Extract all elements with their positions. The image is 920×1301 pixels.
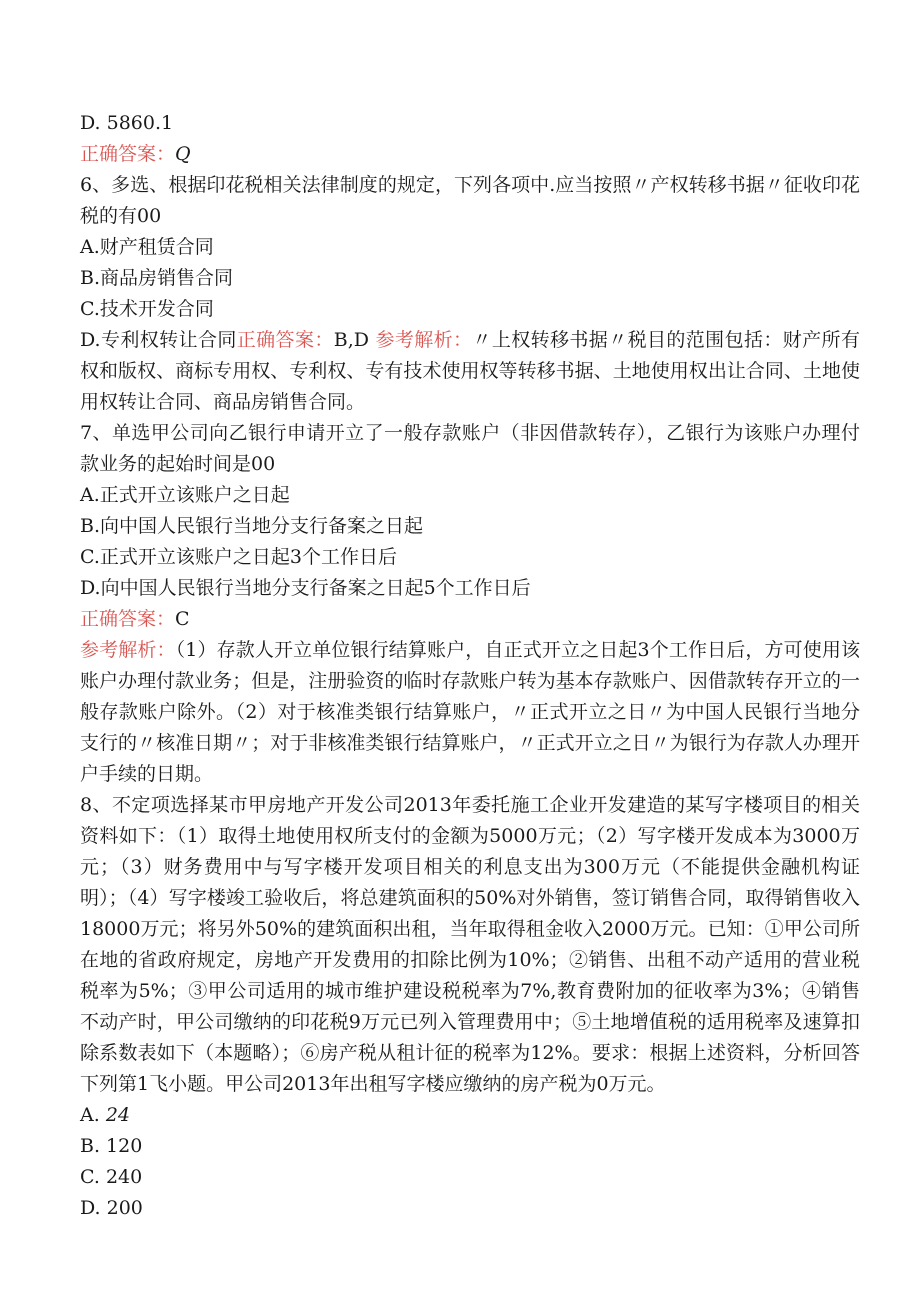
- q6-answer-value: B,D: [333, 329, 369, 351]
- q8-option-a: [80, 1100, 860, 1131]
- q8-option-a-prefix: A.: [80, 1104, 106, 1126]
- q5-answer: [80, 139, 860, 170]
- q8-option-b: B. 120: [80, 1135, 143, 1157]
- q5-answer-value: Q: [175, 143, 191, 165]
- q7-answer-label: 正确答案：: [80, 608, 176, 630]
- q6-option-d: D.专利权转让合同: [80, 329, 237, 351]
- q7-analysis: [80, 635, 860, 790]
- q6-option-d-with-analysis: [80, 325, 860, 418]
- q6-analysis-text: 〃上权转移书据〃税目的范围包括：财产所有权和版权、商标专用权、专利权、专有技术使用权等转移书据、土地使用权出让合同、土地使用权转让合同、商品房销售合同。: [80, 329, 860, 413]
- q6-analysis-label: 参考解析：: [375, 329, 473, 351]
- document-page: [80, 108, 860, 1224]
- q6-option-b: B.商品房销售合同: [80, 267, 234, 289]
- q7-option-c: C.正式开立该账户之日起3个工作日后: [80, 546, 397, 568]
- q7-option-a: A.正式开立该账户之日起: [80, 484, 290, 506]
- q7-analysis-label: 参考解析：: [80, 639, 176, 661]
- q8-option-d: D. 200: [80, 1197, 143, 1219]
- q8-stem: 8、不定项选择某市甲房地产开发公司2013年委托施工企业开发建造的某写字楼项目的相关资料如下：（1）取得土地使用权所支付的金额为5000万元；（2）写字楼开发成本为3000万元；（3）财务费用中与写字楼开发项目相关的利息支出为300万元（不能提供金融机构证明）；（4）写字楼竣工验收后，将总建筑面积的50%对外销售，签订销售合同，取得销售收入18000万元；将另外50%的建筑面积出租，当年取得租金收入2000万元。已知：①甲公司所在地的省政府规定，房地产开发费用的扣除比例为10%；②销售、出租不动产适用的营业税税率为5%；③甲公司适用的城市维护建设税税率为7%,教育费附加的征收率为3%；④销售不动产时，甲公司缴纳的印花税9万元已列入管理费用中；⑤土地增值税的适用税率及速算扣除系数表如下（本题略）；⑥房产税从租计征的税率为12%。要求：根据上述资料，分析回答下列第1飞小题。甲公司2013年出租写字楼应缴纳的房产税为0万元。: [80, 794, 860, 1095]
- q7-option-b: B.向中国人民银行当地分支行备案之日起: [80, 515, 424, 537]
- q7-answer: [80, 604, 860, 635]
- q7-analysis-text: （1）存款人开立单位银行结算账户，自正式开立之日起3个工作日后，方可使用该账户办理付款业务；但是，注册验资的临时存款账户转为基本存款账户、因借款转存开立的一般存款账户除外。（2）对于核准类银行结算账户，〃正式开立之日〃为中国人民银行当地分支行的〃核准日期〃；对于非核准类银行结算账户，〃正式开立之日〃为银行为存款人办理开户手续的日期。: [80, 639, 860, 785]
- q5-answer-label: 正确答案：: [80, 143, 176, 165]
- q6-answer-label: 正确答案：: [236, 329, 334, 351]
- q7-answer-value: C: [175, 608, 190, 630]
- q8-option-a-value: 24: [105, 1104, 130, 1126]
- q5-option-d: D. 5860.1: [80, 112, 174, 134]
- q8-option-c: C. 240: [80, 1166, 143, 1188]
- q7-stem: 7、单选甲公司向乙银行申请开立了一般存款账户（非因借款转存），乙银行为该账户办理付款业务的起始时间是00: [80, 422, 860, 475]
- q7-option-d: D.向中国人民银行当地分支行备案之日起5个工作日后: [80, 577, 531, 599]
- q6-option-c: C.技术开发合同: [80, 298, 214, 320]
- q6-stem: 6、多选、根据印花税相关法律制度的规定，下列各项中.应当按照〃产权转移书据〃征收印花税的有00: [80, 174, 860, 227]
- q6-option-a: A.财产租赁合同: [80, 236, 214, 258]
